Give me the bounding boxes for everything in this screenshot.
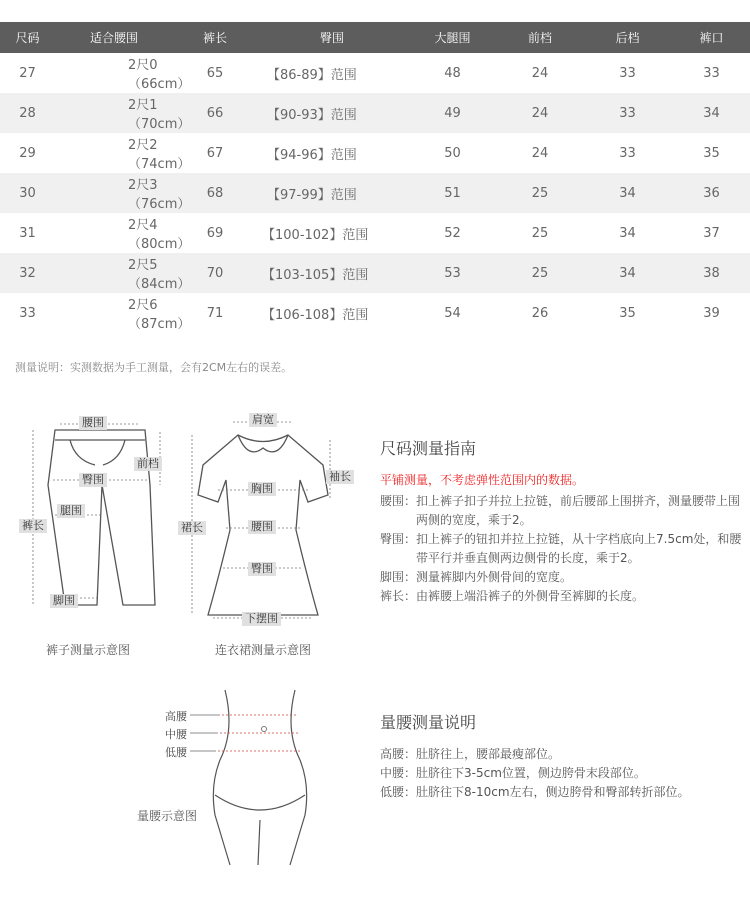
size-guide-warning: 平铺测量，不考虑弹性范围内的数据。 xyxy=(380,473,585,487)
cell-front-rise: 26 xyxy=(531,305,549,321)
cell-hip: 【86-89】范围 xyxy=(267,67,357,83)
dress-caption: 连衣裙测量示意图 xyxy=(215,643,312,657)
table-row xyxy=(0,93,750,133)
cell-hem: 38 xyxy=(673,253,750,293)
dress-illustration xyxy=(178,410,353,625)
measurement-note: 测量说明：实测数据为手工测量，会有2CM左右的误差。 xyxy=(15,361,293,374)
size-guide-item-key: 臀围： xyxy=(380,532,417,546)
size-guide-item-text: 扣上裤子的钮扣并拉上拉链，从十字档底向上7.5cm处，和腰带平行并垂直侧两边侧骨的长度，乘于2。 xyxy=(416,532,742,565)
size-guide-item xyxy=(380,568,745,587)
table-row xyxy=(0,213,750,253)
cell-hem: 35 xyxy=(703,145,720,161)
pants-hem-label: 脚围 xyxy=(50,594,78,608)
cell-waist: 2尺6（87cm） xyxy=(128,298,191,332)
cell-back-rise: 34 xyxy=(619,225,636,241)
high-waist-label: 高腰 xyxy=(165,710,187,723)
header-hem: 裤口 xyxy=(673,22,750,53)
table-row xyxy=(0,173,750,213)
table-row xyxy=(0,133,750,173)
dress-chest-label: 胸围 xyxy=(248,482,276,496)
table-header-row xyxy=(0,22,750,53)
cell-waist: 2尺3（76cm） xyxy=(55,173,173,213)
size-guide-item-text: 测量裤脚内外侧骨间的宽度。 xyxy=(416,570,573,584)
cell-hem: 37 xyxy=(703,225,720,241)
cell-waist: 2尺4（80cm） xyxy=(128,218,191,252)
table-row xyxy=(0,53,750,93)
cell-hip: 【103-105】范围 xyxy=(257,253,407,293)
size-guide-item xyxy=(380,492,745,530)
cell-thigh: 49 xyxy=(407,93,498,133)
cell-size: 27 xyxy=(19,65,36,81)
dress-length-label: 裙长 xyxy=(178,521,206,535)
cell-thigh: 53 xyxy=(407,253,498,293)
cell-length: 69 xyxy=(206,225,224,241)
dress-waist-label: 腰围 xyxy=(248,520,276,534)
cell-size: 28 xyxy=(0,93,55,133)
cell-length: 68 xyxy=(173,173,257,213)
waist-caption: 量腰示意图 xyxy=(137,809,198,823)
size-guide-item xyxy=(380,587,745,606)
waist-guide-title: 量腰测量说明 xyxy=(380,713,477,732)
cell-size: 31 xyxy=(19,225,36,241)
cell-back-rise: 33 xyxy=(619,65,636,81)
dress-sleeve-label: 袖长 xyxy=(326,470,354,484)
cell-thigh: 52 xyxy=(444,225,461,241)
cell-hem: 39 xyxy=(703,305,720,321)
cell-thigh: 51 xyxy=(407,173,498,213)
size-guide-item-key: 脚围： xyxy=(380,570,417,584)
cell-hip: 【106-108】范围 xyxy=(262,307,369,323)
table-row xyxy=(0,253,750,293)
cell-hem: 33 xyxy=(703,65,720,81)
cell-size: 29 xyxy=(19,145,36,161)
cell-hip: 【100-102】范围 xyxy=(262,227,369,243)
cell-hip: 【97-99】范围 xyxy=(257,173,407,213)
cell-back-rise: 33 xyxy=(619,145,636,161)
header-hip: 臀围 xyxy=(257,22,407,53)
cell-hem: 36 xyxy=(673,173,750,213)
cell-length: 67 xyxy=(206,145,224,161)
cell-front-rise: 25 xyxy=(531,225,549,241)
low-waist-label: 低腰 xyxy=(165,746,187,759)
cell-waist: 2尺1（70cm） xyxy=(55,93,173,133)
size-guide-item-text: 扣上裤子扣子并拉上拉链，前后腰部上围拼齐，测量腰带上围两侧的宽度，乘于2。 xyxy=(416,494,741,527)
size-table xyxy=(0,22,750,333)
cell-hem: 34 xyxy=(673,93,750,133)
cell-length: 70 xyxy=(173,253,257,293)
cell-waist: 2尺0（66cm） xyxy=(128,58,191,92)
cell-front-rise: 24 xyxy=(531,145,549,161)
cell-back-rise: 35 xyxy=(619,305,636,321)
dress-shoulder-label: 肩宽 xyxy=(249,413,277,427)
cell-length: 66 xyxy=(173,93,257,133)
header-front-rise: 前档 xyxy=(498,22,582,53)
pants-waist-label: 腰围 xyxy=(79,416,107,430)
cell-size: 33 xyxy=(19,305,36,321)
size-guide-item-key: 腰围： xyxy=(380,494,417,508)
cell-size: 30 xyxy=(0,173,55,213)
size-guide-item-key: 裤长： xyxy=(380,589,417,603)
waist-guide-item: 高腰：肚脐往上，腰部最瘦部位。 xyxy=(380,747,561,761)
pants-hip-label: 臀围 xyxy=(79,473,107,487)
cell-thigh: 48 xyxy=(444,65,461,81)
size-guide-item-text: 由裤腰上端沿裤子的外侧骨至裤脚的长度。 xyxy=(416,589,645,603)
cell-hip: 【90-93】范围 xyxy=(257,93,407,133)
cell-back-rise: 34 xyxy=(582,253,673,293)
header-size: 尺码 xyxy=(0,22,55,53)
cell-back-rise: 34 xyxy=(582,173,673,213)
header-waist: 适合腰围 xyxy=(55,22,173,53)
pants-illustration xyxy=(15,410,175,625)
header-length: 裤长 xyxy=(173,22,257,53)
cell-thigh: 54 xyxy=(444,305,461,321)
cell-length: 71 xyxy=(206,305,224,321)
dress-hem-label: 下摆围 xyxy=(242,612,281,626)
waist-guide xyxy=(380,710,745,802)
header-thigh: 大腿围 xyxy=(407,22,498,53)
cell-size: 32 xyxy=(0,253,55,293)
cell-length: 65 xyxy=(206,65,224,81)
dress-hip-label: 臀围 xyxy=(248,562,276,576)
cell-front-rise: 24 xyxy=(531,65,549,81)
waist-guide-item: 中腰：肚脐往下3-5cm位置，侧边胯骨末段部位。 xyxy=(380,766,646,780)
cell-front-rise: 25 xyxy=(498,253,582,293)
waist-illustration xyxy=(190,685,330,870)
size-guide-item xyxy=(380,530,745,568)
size-guide xyxy=(380,436,745,606)
cell-thigh: 50 xyxy=(444,145,461,161)
header-back-rise: 后档 xyxy=(582,22,673,53)
pants-length-label: 裤长 xyxy=(19,519,47,533)
cell-waist: 2尺5（84cm） xyxy=(55,253,173,293)
mid-waist-label: 中腰 xyxy=(165,728,187,741)
cell-hip: 【94-96】范围 xyxy=(267,147,357,163)
pants-thigh-label: 腿围 xyxy=(57,504,85,518)
cell-waist: 2尺2（74cm） xyxy=(128,138,191,172)
waist-guide-item: 低腰：肚脐往下8-10cm左右，侧边胯骨和臀部转折部位。 xyxy=(380,785,690,799)
cell-front-rise: 24 xyxy=(498,93,582,133)
pants-caption: 裤子测量示意图 xyxy=(46,643,131,657)
cell-back-rise: 33 xyxy=(582,93,673,133)
pants-front-rise-label: 前档 xyxy=(134,457,162,471)
table-row xyxy=(0,293,750,333)
cell-front-rise: 25 xyxy=(498,173,582,213)
size-guide-title: 尺码测量指南 xyxy=(380,439,477,458)
